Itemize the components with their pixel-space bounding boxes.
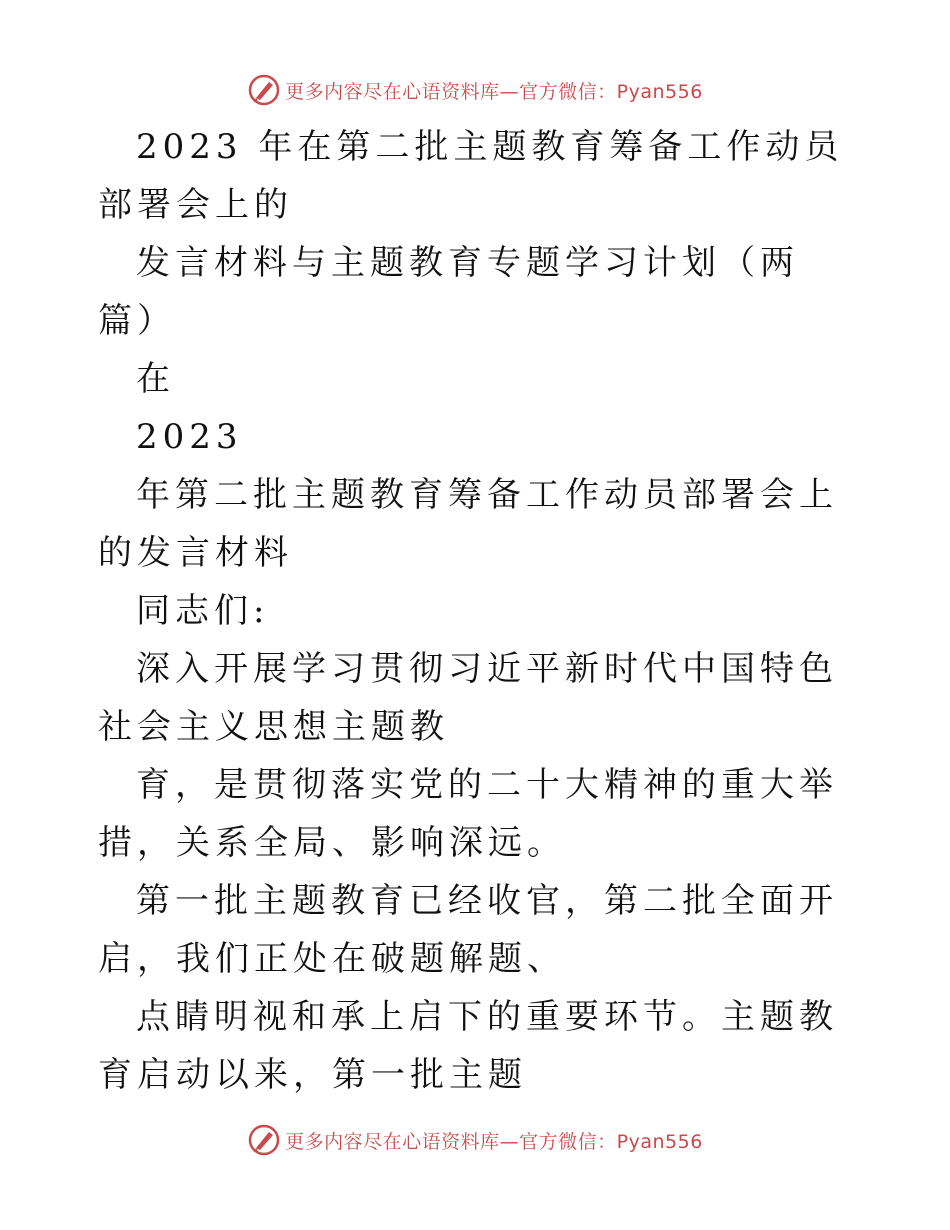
watermark-brand: 更多内容尽在心语资料库: [285, 80, 500, 103]
watermark-wechat: 官方微信：Pyan556: [519, 1130, 703, 1153]
body-paragraph: 第一批主题教育已经收官，第二批全面开启，我们正处在破题解题、: [98, 881, 838, 979]
body-paragraph: 育，是贯彻落实党的二十大精神的重大举措，关系全局、影响深远。: [98, 765, 838, 863]
watermark-header: [0, 70, 950, 110]
body-paragraph: 深入开展学习贯彻习近平新时代中国特色社会主义思想主题教: [98, 649, 838, 747]
quill-pen-icon: [247, 1123, 281, 1157]
document-title-line-1: 2023 年在第二批主题教育筹备工作动员部署会上的: [98, 127, 844, 225]
section-title-part-2: 2023: [136, 417, 243, 457]
watermark-separator: —: [499, 80, 520, 103]
section-title-part-3: 年第二批主题教育筹备工作动员部署会上的发言材料: [98, 475, 838, 573]
body-paragraph: 点睛明视和承上启下的重要环节。主题教育启动以来，第一批主题: [98, 997, 838, 1095]
watermark-brand: 更多内容尽在心语资料库: [285, 1130, 500, 1153]
document-body: [98, 118, 858, 1104]
watermark-footer: [0, 1120, 950, 1160]
document-title-line-2: 发言材料与主题教育专题学习计划（两篇）: [98, 243, 799, 341]
salutation: 同志们:: [136, 591, 270, 631]
section-title-part-1: 在: [136, 359, 175, 399]
watermark-wechat: 官方微信：Pyan556: [519, 80, 703, 103]
watermark-separator: —: [499, 1130, 520, 1153]
quill-pen-icon: [247, 73, 281, 107]
